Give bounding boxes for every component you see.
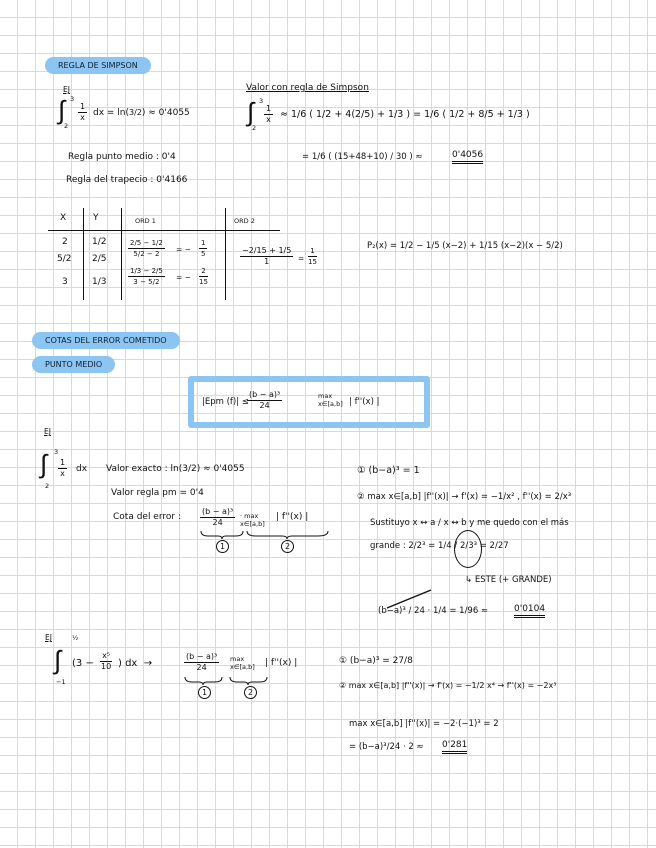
integral-sign: ∫ [58, 96, 66, 126]
step-marker-2: 2 [281, 540, 294, 553]
table-cell-x: 5/2 [57, 254, 72, 264]
integral-upper-limit: 3 [70, 95, 75, 103]
table-header-y: Y [93, 213, 99, 223]
simpson-title: Valor con regla de Simpson [246, 83, 369, 93]
cota-fraction: $\frac{\text{(b − a)³}}{24}$ [202, 507, 234, 527]
ej2-upper-limit: ½ [72, 634, 79, 642]
ord2-equals: = [298, 254, 305, 263]
ej1-lower-limit: 2 [45, 482, 50, 490]
ord1-row1-value: $\frac{1}{5}$ [201, 239, 206, 258]
ej2-integral-sign: ∫ [54, 646, 62, 676]
table-cell-y: 1/2 [92, 237, 107, 247]
ej2-max: max x∈[a,b] [230, 655, 255, 671]
table-col-divider [121, 208, 122, 300]
simpson-upper-limit: 3 [259, 97, 264, 105]
largest-value-circle [454, 530, 482, 568]
ej2-brace-1 [184, 676, 224, 686]
section-header-simpson: REGLA DE SIMPSON [45, 57, 151, 74]
ej1-integral-sign: ∫ [40, 450, 48, 480]
ej1-step1: ① (b−a)³ = 1 [357, 465, 420, 476]
ej2-brace-2 [229, 676, 269, 686]
table-col-divider [83, 208, 84, 300]
ej2-step-marker-1: 1 [198, 686, 211, 699]
cota-abs: | f''(x) | [276, 512, 309, 522]
simpson-integrand: $\frac{1}{x}$ [266, 104, 272, 124]
ej2-abs: | f''(x) | [265, 658, 298, 668]
simpson-lower-limit: 2 [252, 124, 257, 132]
table-col-divider [225, 208, 226, 300]
ej1-este: ↳ ESTE (+ GRANDE) [465, 575, 552, 585]
strike-mark [385, 588, 435, 610]
simpson-integral-sign: ∫ [247, 98, 255, 128]
ej1-dx: dx [76, 464, 88, 474]
section-header-error: COTAS DEL ERROR COMETIDO [32, 332, 180, 349]
ord1-row2-fraction: $\frac{1/3 - 2/5}{3 - 5/2}$ [130, 267, 163, 286]
ord1-row1-fraction: $\frac{2/5 - 1/2}{5/2 - 2}$ [130, 239, 163, 258]
ej1-step2: ② max x∈[a,b] |f''(x)| → f'(x) = −1/x² , f''(x) = 2/x³ [357, 492, 572, 502]
ord2-value: $\frac{1}{15}$ [308, 247, 317, 266]
valor-exacto: Valor exacto : ln(3/2) ≈ 0'4055 [106, 464, 245, 474]
step-marker-1: 1 [216, 540, 229, 553]
cota-label: Cota del error : [113, 512, 181, 522]
integral-result: dx = ln(3/2) ≈ 0'4055 [93, 108, 190, 118]
ord1-row1-result: = − [176, 245, 191, 254]
valor-regla-pm: Valor regla pm = 0'4 [111, 488, 204, 498]
ej2-label: EJ [45, 633, 52, 642]
box-formula-max: max x∈[a,b] [318, 392, 343, 408]
trapecio-value: Regla del trapecio : 0'4166 [66, 175, 188, 185]
cota-max: · max x∈[a,b] [240, 512, 265, 528]
table-header-ord1: ORD 1 [135, 217, 156, 225]
simpson-result-value: 0'4056 [452, 150, 483, 164]
ej1-label: EJ [44, 427, 51, 436]
ej2-step-marker-2: 2 [244, 686, 257, 699]
ej1-sustituyo: Sustituyo x ↔ a / x ↔ b y me quedo con el más [370, 518, 569, 528]
ej2-step1: ① (b−a)³ = 27/8 [339, 656, 413, 666]
simpson-expression: ≈ 1/6 ( 1/2 + 4(2/5) + 1/3 ) = 1/6 ( 1/2 + 8/5 + 1/3 ) [280, 109, 530, 120]
table-cell-x: 3 [62, 277, 68, 287]
box-formula-rhs: | f''(x) | [349, 397, 380, 407]
ej1-integrand: $\frac{1}{x}$ [60, 458, 66, 478]
ej2-integrand: (3 − [72, 658, 94, 669]
ord2-fraction: $\frac{-2/15 + 1/5}{1}$ [242, 246, 292, 266]
ej-label: EJ [63, 85, 70, 94]
table-header-x: X [60, 213, 67, 223]
integrand-fraction: $\frac{1}{x}$ [80, 102, 86, 122]
ej1-grande: grande : 2/2³ = 1/4 / 2/3³ = 2/27 [370, 541, 509, 551]
table-cell-y: 1/3 [92, 277, 107, 287]
ord1-row2-value: $\frac{2}{15}$ [199, 267, 208, 286]
integral-lower-limit: 2 [64, 122, 69, 130]
ej1-cota-value: 0'0104 [514, 604, 545, 618]
ej2-result-value: 0'281 [442, 740, 467, 754]
interpolating-polynomial: P₂(x) = 1/2 − 1/5 (x−2) + 1/15 (x−2)(x − 5/2) [367, 241, 563, 251]
ej2-result: = (b−a)³/24 · 2 ≈ [349, 742, 424, 752]
ej2-integrand-fraction: $\frac{\text{x⁵}}{10}$ [101, 651, 112, 671]
ej2-lower-limit: −1 [56, 678, 66, 686]
ej2-max-value: max x∈[a,b] |f''(x)| = −2·(−1)³ = 2 [349, 719, 499, 729]
ord1-row2-result: = − [176, 273, 191, 282]
punto-medio-value: Regla punto medio : 0'4 [68, 152, 176, 162]
ej2-dx: ) dx → [118, 658, 153, 669]
ej2-fraction: $\frac{\text{(b − a)³}}{24}$ [186, 652, 218, 672]
table-header-ord2: ORD 2 [234, 217, 255, 225]
table-cell-x: 2 [62, 237, 68, 247]
simpson-result-lhs: = 1/6 ( (15+48+10) / 30 ) ≈ [302, 152, 423, 162]
table-cell-y: 2/5 [92, 254, 107, 264]
brace-1 [200, 530, 245, 540]
brace-2 [246, 530, 330, 540]
box-formula-lhs: |Epm (f)| ≤ [202, 397, 249, 407]
ej2-step2: ② max x∈[a,b] |f''(x)| → f'(x) = −1/2 x⁴ → f''(x) = −2x³ [339, 681, 557, 690]
box-formula-fraction: $\frac{\text{(b − a)³}}{24}$ [249, 390, 281, 410]
section-subheader-punto-medio: PUNTO MEDIO [32, 356, 115, 373]
ej1-cota-result: (b−a)³ / 24 · 1/4 = 1/96 ≈ [378, 606, 489, 616]
ej1-upper-limit: 3 [54, 448, 59, 456]
